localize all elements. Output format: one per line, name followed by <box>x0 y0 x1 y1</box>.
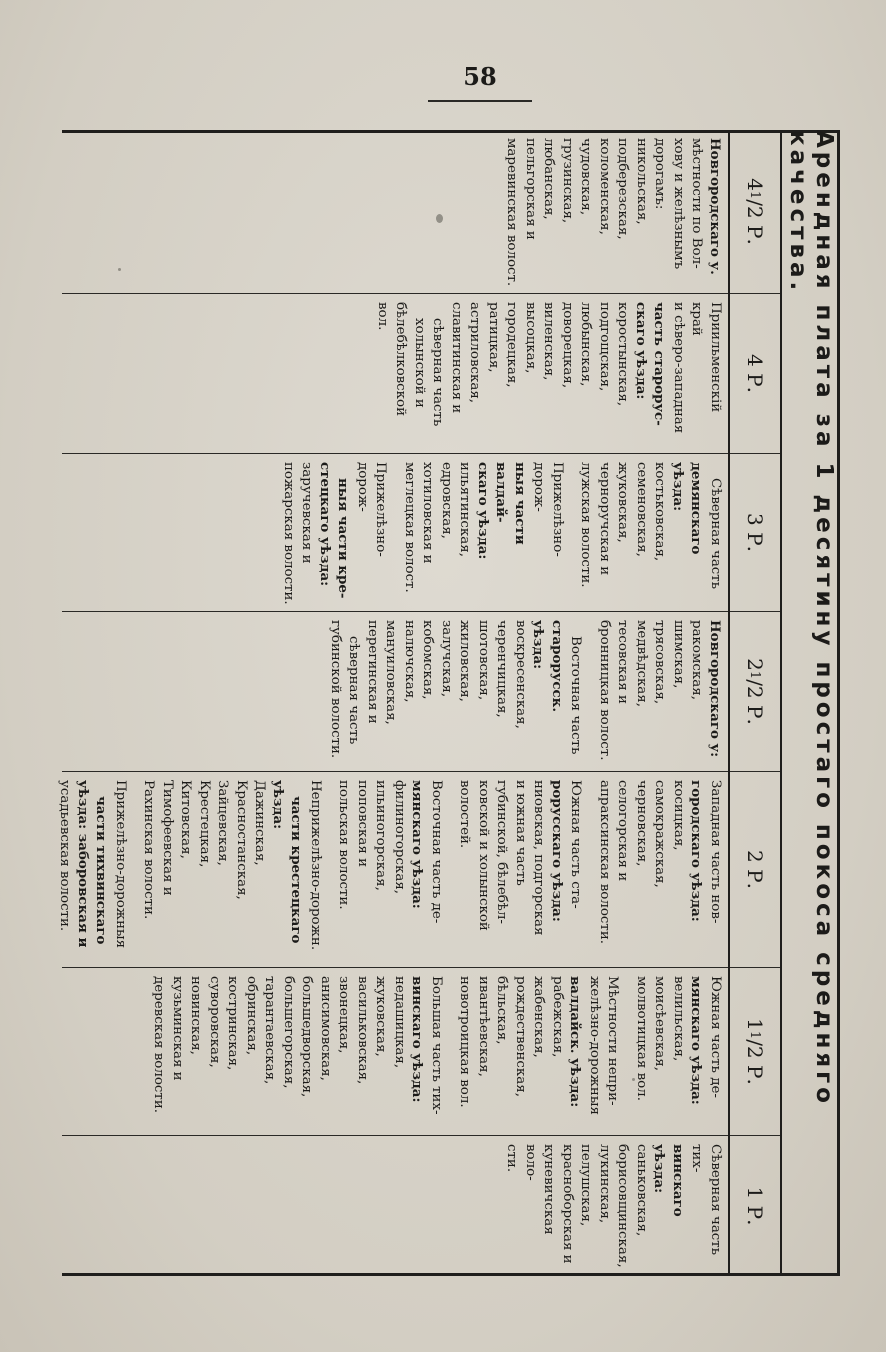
entry-line: ныя части кре- <box>335 478 352 599</box>
entry-line: ниовская, подгорская <box>531 780 547 936</box>
rate-column-cell <box>57 772 728 968</box>
entry-line: пельгорская и <box>523 138 538 240</box>
district-entry <box>326 620 585 765</box>
entry-line: лукинская, <box>597 1144 612 1224</box>
entry-line: шимская, <box>671 620 686 689</box>
entry-line: филиногорская, <box>392 780 407 895</box>
entry-line: Восточная часть де- <box>429 780 444 924</box>
rate-header-fraction: 1 <box>747 670 763 680</box>
entry-line: Тимофеевская и <box>160 780 175 896</box>
entry-line: рабежская, <box>550 976 565 1058</box>
entry-line: коломенская, <box>597 138 612 235</box>
entry-line: кузьминская и <box>170 976 185 1081</box>
rate-header <box>730 130 780 294</box>
entry-line: стецкаго уѣзда: <box>317 462 333 587</box>
entry-line: Южная часть де- <box>708 976 723 1098</box>
entry-line: велильская, <box>671 976 686 1062</box>
entry-line: часть старорус- <box>651 302 668 426</box>
rate-header <box>730 1136 780 1276</box>
entry-line: ильиногорская, <box>373 780 389 891</box>
district-entry <box>279 462 390 605</box>
district-entry <box>595 780 725 961</box>
entry-line: Новгородскаго у: <box>707 620 723 758</box>
entry-line: холынской и <box>412 318 427 408</box>
entry-line: маревинская волост. <box>504 138 520 287</box>
entry-line: хову и желѣзнымъ <box>671 138 686 270</box>
entry-line: апраксинская волости. <box>597 780 612 944</box>
entry-line: жиловская, <box>457 620 473 702</box>
entry-line: залучская, <box>439 620 454 698</box>
rate-header-main: 4 <box>743 178 767 191</box>
district-entry <box>576 462 724 605</box>
entry-line: деревская волости. <box>151 976 167 1114</box>
entry-line: уѣзда: заборовская и <box>75 780 91 948</box>
entry-line: любанская, <box>541 138 557 220</box>
entry-line: Большая часть тих- <box>429 976 444 1115</box>
entry-line: дорогамъ: <box>652 138 668 210</box>
district-entry <box>455 780 585 961</box>
entry-line: коростынская, <box>615 302 631 407</box>
entry-line: мануиловская, <box>383 620 399 725</box>
entry-line: селогорская и <box>615 780 631 882</box>
entry-line: тесовская и <box>615 620 631 704</box>
entry-line: жуковская, <box>615 462 631 543</box>
entry-line: Новгородскаго у. <box>707 138 723 275</box>
table-title: Арендная плата за 1 десятину простаго покоса средняго качества. <box>780 130 840 1276</box>
rate-header-main: 2 Р. <box>743 850 767 889</box>
entry-line: самокражская, <box>652 780 668 888</box>
entry-line: демянскаго уѣзда: <box>670 462 705 555</box>
rate-header-rest: /2 Р. <box>743 199 767 245</box>
entry-line: Рахинская волости. <box>141 780 157 920</box>
entry-line: скаго уѣзда: <box>633 302 649 400</box>
entry-line: губинской, бѣлебѣл- <box>494 780 510 924</box>
entry-line: губинской волости. <box>328 620 343 759</box>
entry-line: семеновская, <box>634 462 649 557</box>
entry-line: уѣзда: <box>270 780 286 830</box>
entry-line: трясовская, <box>652 620 668 705</box>
rate-header-main: 4 Р. <box>743 354 767 393</box>
district-entry <box>149 976 445 1129</box>
entry-line: рождественская, <box>513 976 528 1097</box>
entry-line: винскаго уѣзда: <box>651 1144 686 1217</box>
entry-line: недашицкая, <box>392 976 407 1069</box>
rate-column-cell <box>62 1136 728 1276</box>
district-entry <box>595 620 725 765</box>
entry-line: Прижелѣзно-дорож- <box>531 462 565 557</box>
entry-line: мѣстности по Вол- <box>689 138 705 269</box>
entry-line: воскресенская, <box>513 620 528 729</box>
body-row <box>57 130 728 1276</box>
entry-line: саньковская, <box>634 1144 649 1237</box>
rate-column-cell <box>62 454 728 612</box>
entry-line: винскаго уѣзда: <box>409 976 426 1103</box>
entry-line: куневичская воло- <box>523 1144 557 1235</box>
entry-line: Крестецкая, <box>197 780 212 868</box>
rate-header-main: 1 Р. <box>743 1186 767 1226</box>
entry-line: и южная часть <box>513 780 528 886</box>
entry-line: черноручская и <box>597 462 612 576</box>
entry-line: высоцкая, <box>523 302 538 374</box>
entry-line: перегинская и <box>365 620 380 724</box>
entry-line: Китовская, <box>178 780 194 859</box>
entry-line: городецкая, <box>504 302 520 388</box>
entry-line: мянскаго уѣзда: <box>409 780 426 909</box>
entry-line: ивантѣевская, <box>476 976 491 1077</box>
entry-line: хотиловская и <box>420 462 436 564</box>
rate-header-rest: /2 Р. <box>743 679 767 725</box>
district-entry <box>334 780 445 961</box>
entry-line: черновская, <box>634 780 649 867</box>
rate-column-cell <box>62 968 728 1136</box>
entry-line: васильковская, <box>355 976 370 1085</box>
rate-header-main: 2 <box>743 658 767 671</box>
entry-line: славитинская и <box>449 302 464 414</box>
rate-header-main: 3 Р. <box>743 513 767 552</box>
entry-line: никольская, <box>634 138 649 225</box>
rate-header-main: 1 <box>743 1018 767 1031</box>
district-entry <box>632 976 725 1129</box>
entry-line: тарантаевская, <box>262 976 278 1085</box>
entry-line: рорусскаго уѣзда: <box>549 780 565 922</box>
entry-line: сѣверная часть <box>346 636 362 745</box>
rotated-table <box>57 130 840 1276</box>
entry-line: астриловская, <box>467 302 483 404</box>
entry-line: красноборская и <box>560 1144 575 1264</box>
entry-line: виленская, <box>541 302 557 381</box>
entry-line: медвѣдская, <box>634 620 649 707</box>
rate-header <box>730 454 780 612</box>
rate-header-rest: /2 Р. <box>743 1039 767 1085</box>
entry-line: заручевская и <box>299 462 315 564</box>
district-entry <box>55 780 129 961</box>
entry-line: грузинская, <box>560 138 575 224</box>
entry-line: новинская, <box>188 976 204 1055</box>
rate-header <box>730 294 780 454</box>
entry-line: Мѣстности непри- <box>605 976 621 1106</box>
entry-line: Южная часть ста- <box>568 780 584 909</box>
entry-line: пелушская, <box>578 1144 594 1227</box>
entry-line: бронницкая волост. <box>597 620 612 761</box>
entry-line: скаго уѣзда: <box>475 462 491 560</box>
entry-line: Сѣверная часть тих- <box>689 1144 723 1256</box>
entry-line: костьковская, <box>652 462 668 562</box>
entry-line: едровская, <box>439 462 454 539</box>
entry-line: жуковская, <box>373 976 389 1057</box>
page-number-rule <box>428 100 532 102</box>
entry-line: Прижелѣзно-дорож- <box>355 462 389 557</box>
entry-line: любынская, <box>578 302 594 387</box>
entry-line: ковской и холынской <box>476 780 491 931</box>
entry-line: пожарская волости. <box>281 462 296 605</box>
entry-line: подберезская, <box>615 138 631 240</box>
district-entry <box>139 780 324 961</box>
entry-line: ныя части валдай- <box>493 462 528 545</box>
entry-line: бѣльская, <box>494 976 510 1045</box>
district-entry <box>502 138 724 287</box>
entry-line: Восточная часть <box>568 636 584 755</box>
entry-line: костринская, <box>225 976 241 1071</box>
entry-line: большегорская, <box>281 976 296 1089</box>
entry-line: доворецкая, <box>560 302 575 389</box>
entry-line: Приильменскій край <box>689 302 723 413</box>
entry-line: старорусск. уѣзда: <box>530 620 565 712</box>
entry-line: борисовщинская, <box>615 1144 631 1268</box>
rate-header <box>730 612 780 772</box>
entry-line: подгощская, <box>597 302 612 392</box>
district-entry <box>455 976 622 1129</box>
entry-line: молвотицкая вол. <box>634 976 649 1101</box>
rate-header <box>730 772 780 968</box>
entry-line: усадьевская волости. <box>57 780 73 932</box>
entry-line: налючская, <box>402 620 417 703</box>
entry-line: части тихвинскаго <box>93 796 110 945</box>
entry-line: кобомская, <box>420 620 436 700</box>
entry-line: жабенская, <box>531 976 547 1058</box>
entry-line: звонецкая, <box>336 976 352 1054</box>
entry-line: анисимовская, <box>318 976 333 1081</box>
entry-line: новотроицкая вол. <box>457 976 473 1108</box>
entry-line: большедворская, <box>299 976 315 1098</box>
entry-line: желѣзно-дорожныя <box>587 976 602 1115</box>
rate-header-fraction: 1 <box>747 190 763 200</box>
entry-line: лужская волости. <box>578 462 594 588</box>
entry-line: городскаго уѣзда: <box>688 780 705 922</box>
entry-line: Зайцевская, <box>215 780 231 866</box>
entry-line: косицкая, <box>671 780 686 851</box>
entry-line: сти. <box>504 1144 520 1173</box>
entry-line: суворовская, <box>207 976 222 1068</box>
entry-line: бѣлебѣлковской вол. <box>375 302 409 417</box>
rate-column-cell <box>62 612 728 772</box>
entry-line: поповская и <box>355 780 370 867</box>
entry-line: черенчицкая, <box>494 620 510 718</box>
entry-line: волостей. <box>457 780 473 849</box>
district-entry <box>400 462 567 605</box>
entry-line: Неприжелѣзно-дорожн. <box>308 780 323 951</box>
entry-line: Прижелѣзно-дорожныя <box>113 780 128 949</box>
entry-line: польская волости. <box>336 780 352 910</box>
entry-line: моисѣевская, <box>652 976 668 1071</box>
entry-line: части крестецкаго <box>288 796 305 944</box>
rate-header <box>730 968 780 1136</box>
entry-line: чудовская, <box>578 138 594 216</box>
entry-line: мянскаго уѣзда: <box>688 976 705 1105</box>
entry-line: ратицкая, <box>486 302 501 373</box>
entry-line: меглецкая волост. <box>402 462 417 593</box>
entry-line: Сѣверная часть <box>708 478 723 590</box>
entry-line: Дажинская, <box>252 780 268 866</box>
district-entry <box>502 1144 724 1270</box>
entry-line: ракомская, <box>689 620 705 700</box>
entry-line: валдайск. уѣзда: <box>567 976 584 1108</box>
rate-column-cell <box>62 294 728 454</box>
rate-column-cell <box>62 130 728 294</box>
entry-line: и сѣверо-западная <box>671 302 686 434</box>
entry-line: шотовская, <box>476 620 491 701</box>
page-number: 58 <box>463 62 497 91</box>
rate-header-fraction: 1 <box>747 1030 763 1040</box>
entry-line: ильятинская, <box>457 462 473 557</box>
entry-line: обринская, <box>244 976 259 1056</box>
district-entry <box>373 302 725 447</box>
entry-line: Красностанская, <box>234 780 249 900</box>
entry-line: сѣверная часть <box>430 318 446 427</box>
header-row <box>728 130 780 1276</box>
entry-line: Западная часть нов- <box>708 780 723 924</box>
